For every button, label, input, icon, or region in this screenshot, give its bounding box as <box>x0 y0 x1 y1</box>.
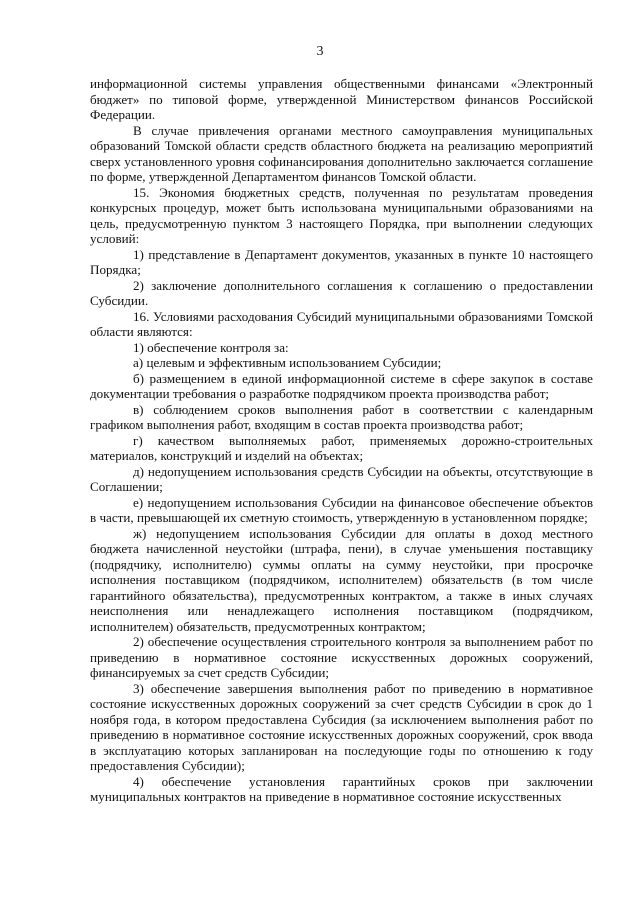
paragraph-16-item-1b: б) размещением в единой информационной системе в сфере закупок в составе документации требования о разработке подрядчиком проекта производства работ; <box>90 370 593 401</box>
paragraph-16-item-1d: д) недопущением использования средств Субсидии на объекты, отсутствующие в Соглашении; <box>90 463 593 494</box>
paragraph-cofinancing-agreement: В случае привлечения органами местного самоуправления муниципальных образований Томской области средств областного бюджета на реализацию мероприятий сверх установленного уровня софинансирования дополнительно заключается соглашение по форме, утвержденной Департаментом финансов Томской области. <box>90 122 593 184</box>
paragraph-16-item-1: 1) обеспечение контроля за: <box>133 339 289 355</box>
paragraph-16-item-1a: а) целевым и эффективным использованием Субсидии; <box>133 355 442 370</box>
page-number: 3 <box>316 44 324 59</box>
paragraph-16-item-1g: г) качеством выполняемых работ, применяемых дорожно-строительных материалов, конструкций и изделий на объектах; <box>90 432 593 463</box>
paragraph-16-item-2: 2) обеспечение осуществления строительного контроля за выполнением работ по приведению в нормативное состояние искусственных дорожных сооружений, финансируемых за счет средств Субсидии; <box>90 634 593 680</box>
paragraph-16: 16. Условиями расходования Субсидий муниципальными образованиями Томской области являются: <box>90 308 593 339</box>
document-body <box>90 76 593 805</box>
paragraph-16-item-4: 4) обеспечение установления гарантийных сроков при заключении муниципальных контрактов на приведение в нормативное состояние искусственных <box>90 773 593 804</box>
paragraph-15-item-1: 1) представление в Департамент документов, указанных в пункте 10 настоящего Порядка; <box>90 246 593 277</box>
paragraph-16-item-1zh: ж) недопущением использования Субсидии для оплаты в доход местного бюджета начисленной неустойки (штрафа, пени), в случае уменьшения поставщику (подрядчику, исполнителю) суммы оплаты на сумму неустойки, при просрочке исполнения поставщиком (подрядчиком, исполнителем) обязательств (в том числе гарантийного обязательства), предусмотренных контрактом, а также в иных случаях неисполнения или ненадлежащего исполнения поставщиком (подрядчиком, исполнителем) обязательств, предусмотренных контрактом; <box>90 525 593 634</box>
paragraph-16-item-1v: в) соблюдением сроков выполнения работ в соответствии с календарным графиком выполнения работ, входящим в состав проекта производства работ; <box>90 401 593 432</box>
paragraph-16-item-3: 3) обеспечение завершения выполнения работ по приведению в нормативное состояние искусственных дорожных сооружений за счет средств Субсидии в срок до 1 ноября года, в котором предоставлена Субсидия (за исключением выполнения работ по приведению в нормативное состояние искусственных дорожных сооружений, срок ввода в эксплуатацию которых запланирован на последующие годы по отношению к году предоставления Субсидии); <box>90 680 593 773</box>
paragraph-15: 15. Экономия бюджетных средств, полученная по результатам проведения конкурсных процедур, может быть использована муниципальными образованиями на цель, предусмотренную пунктом 3 настоящего Порядка, при выполнении следующих условий: <box>90 184 593 246</box>
paragraph-continuation: информационной системы управления общественными финансами «Электронный бюджет» по типовой форме, утвержденной Министерством финансов Российской Федерации. <box>90 76 593 122</box>
paragraph-15-item-2: 2) заключение дополнительного соглашения к соглашению о предоставлении Субсидии. <box>90 277 593 308</box>
paragraph-16-item-1e: е) недопущением использования Субсидии на финансовое обеспечение объектов в части, превышающей их сметную стоимость, утвержденную в установленном порядке; <box>90 494 593 525</box>
